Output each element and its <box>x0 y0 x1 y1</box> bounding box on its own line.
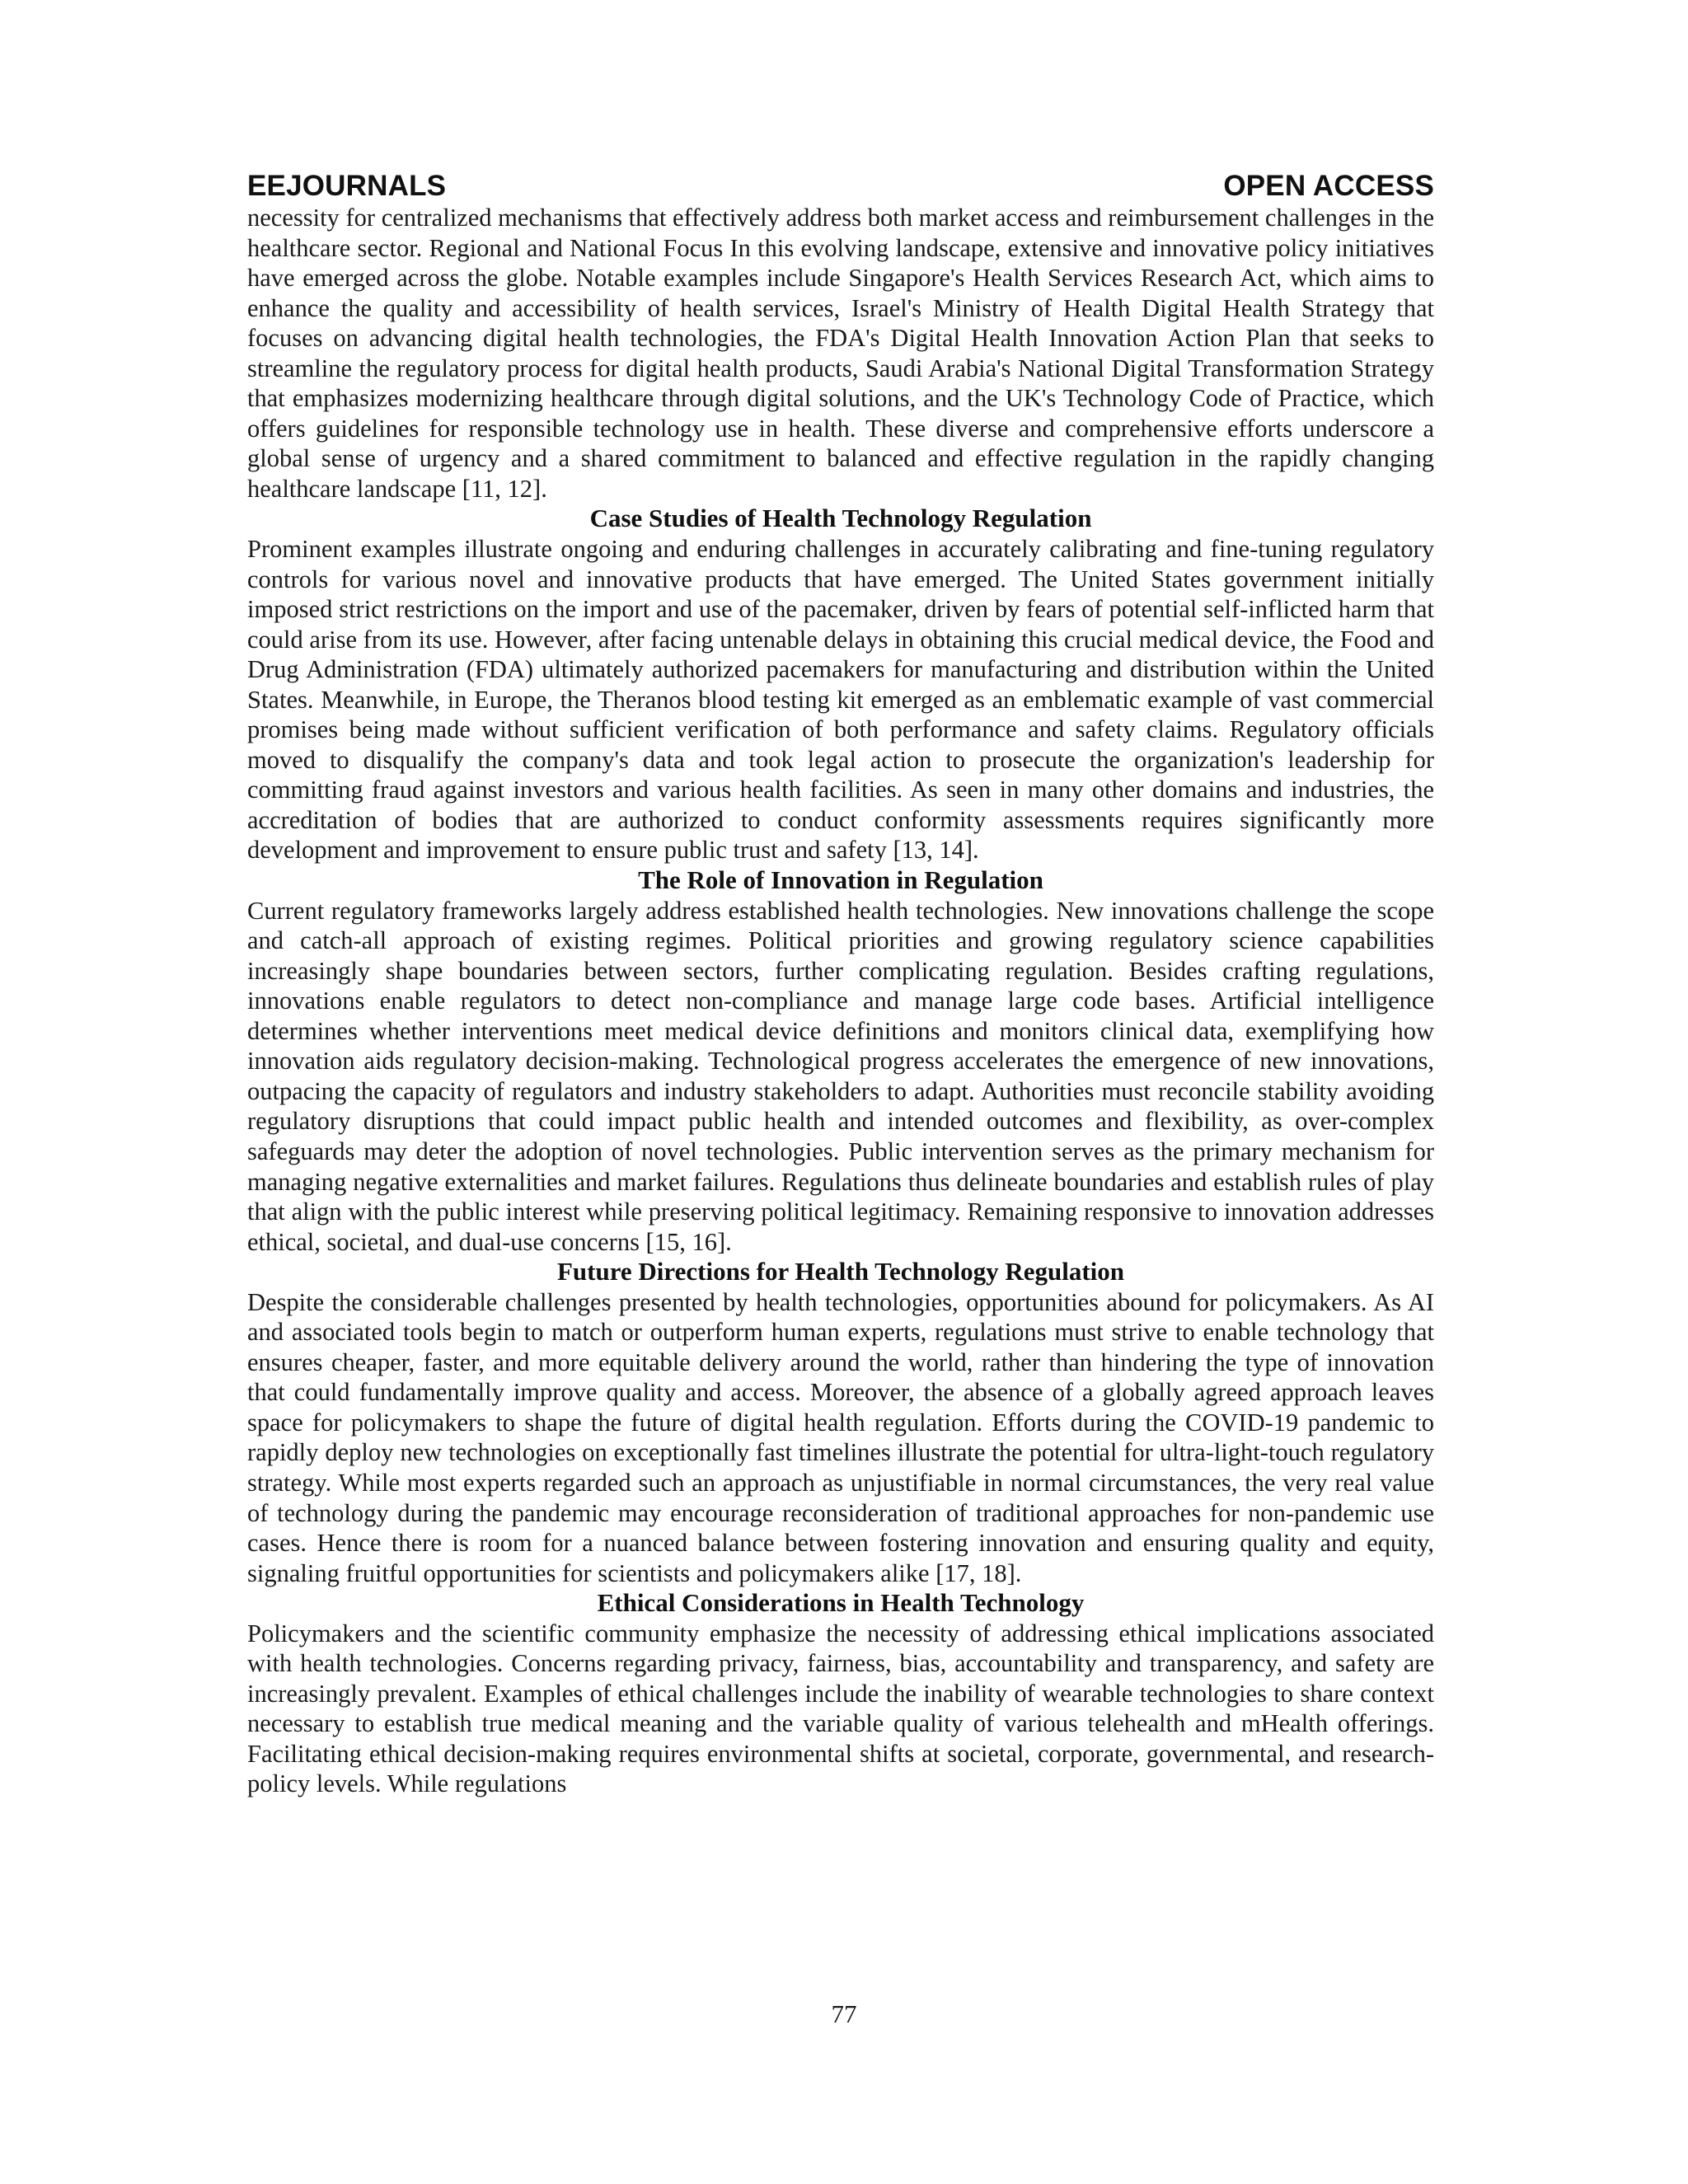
open-access-label: OPEN ACCESS <box>1223 170 1434 202</box>
future-directions-heading: Future Directions for Health Technology Regulation <box>556 1257 1125 1286</box>
page-content <box>247 170 1434 1799</box>
case-studies-heading: Case Studies of Health Technology Regulation <box>589 504 1092 533</box>
role-of-innovation-paragraph: Current regulatory frameworks largely address established health technologies. New innovations challenge the scope and catch-all approach of existing regimes. Political priorities and growing regulatory science capabilities increasingly shape boundaries between sectors, further complicating regulation. Besides crafting regulations, innovations enable regulators to detect non-compliance and manage large code bases. Artificial intelligence determines whether interventions meet medical device definitions and monitors clinical data, exemplifying how innovation aids regulatory decision-making. Technological progress accelerates the emergence of new innovations, outpacing the capacity of regulators and industry stakeholders to adapt. Authorities must reconcile stability avoiding regulatory disruptions that could impact public health and intended outcomes and flexibility, as over-complex safeguards may deter the adoption of novel technologies. Public intervention serves as the primary mechanism for managing negative externalities and market failures. Regulations thus delineate boundaries and establish rules of play that align with the public interest while preserving political legitimacy. Remaining responsive to innovation addresses ethical, societal, and dual-use concerns [15, 16]. <box>247 896 1434 1256</box>
page-number: 77 <box>831 1999 857 2028</box>
ethical-considerations-heading: Ethical Considerations in Health Technology <box>597 1588 1085 1618</box>
role-of-innovation-heading: The Role of Innovation in Regulation <box>638 865 1043 895</box>
future-directions-paragraph: Despite the considerable challenges presented by health technologies, opportunities abound for policymakers. As AI and associated tools begin to match or outperform human experts, regulations must strive to enable technology that ensures cheaper, faster, and more equitable delivery around the world, rather than hindering the type of innovation that could fundamentally improve quality and access. Moreover, the absence of a globally agreed approach leaves space for policymakers to shape the future of digital health regulation. Efforts during the COVID-19 pandemic to rapidly deploy new technologies on exceptionally fast timelines illustrate the potential for ultra-light-touch regulatory strategy. While most experts regarded such an approach as unjustifiable in normal circumstances, the very real value of technology during the pandemic may encourage reconsideration of traditional approaches for non-pandemic use cases. Hence there is room for a nuanced balance between fostering innovation and ensuring quality and equity, signaling fruitful opportunities for scientists and policymakers alike [17, 18]. <box>247 1287 1434 1587</box>
case-studies-paragraph: Prominent examples illustrate ongoing and enduring challenges in accurately calibrating and fine-tuning regulatory controls for various novel and innovative products that have emerged. The United States government initially imposed strict restrictions on the import and use of the pacemaker, driven by fears of potential self-inflicted harm that could arise from its use. However, after facing untenable delays in obtaining this crucial medical device, the Food and Drug Administration (FDA) ultimately authorized pacemakers for manufacturing and distribution within the United States. Meanwhile, in Europe, the Theranos blood testing kit emerged as an emblematic example of vast commercial promises being made without sufficient verification of both performance and safety claims. Regulatory officials moved to disqualify the company's data and took legal action to prosecute the organization's leadership for committing fraud against investors and various health facilities. As seen in many other domains and industries, the accreditation of bodies that are authorized to conduct conformity assessments requires significantly more development and improvement to ensure public trust and safety [13, 14]. <box>247 535 1434 865</box>
running-header <box>247 170 1434 203</box>
ethical-considerations-paragraph: Policymakers and the scientific community emphasize the necessity of addressing ethical implications associated with health technologies. Concerns regarding privacy, fairness, bias, accountability and transparency, and safety are increasingly prevalent. Examples of ethical challenges include the inability of wearable technologies to share context necessary to establish true medical meaning and the variable quality of various telehealth and mHealth offerings. Facilitating ethical decision-making requires environmental shifts at societal, corporate, governmental, and research-policy levels. While regulations <box>247 1619 1434 1798</box>
intro-continued-paragraph: necessity for centralized mechanisms that effectively address both market access and reimbursement challenges in the healthcare sector. Regional and National Focus In this evolving landscape, extensive and innovative policy initiatives have emerged across the globe. Notable examples include Singapore's Health Services Research Act, which aims to enhance the quality and accessibility of health services, Israel's Ministry of Health Digital Health Strategy that focuses on advancing digital health technologies, the FDA's Digital Health Innovation Action Plan that seeks to streamline the regulatory process for digital health products, Saudi Arabia's National Digital Transformation Strategy that emphasizes modernizing healthcare through digital solutions, and the UK's Technology Code of Practice, which offers guidelines for responsible technology use in health. These diverse and comprehensive efforts underscore a global sense of urgency and a shared commitment to balanced and effective regulation in the rapidly changing healthcare landscape [11, 12]. <box>247 204 1434 503</box>
journal-name: EEJOURNALS <box>247 170 447 202</box>
